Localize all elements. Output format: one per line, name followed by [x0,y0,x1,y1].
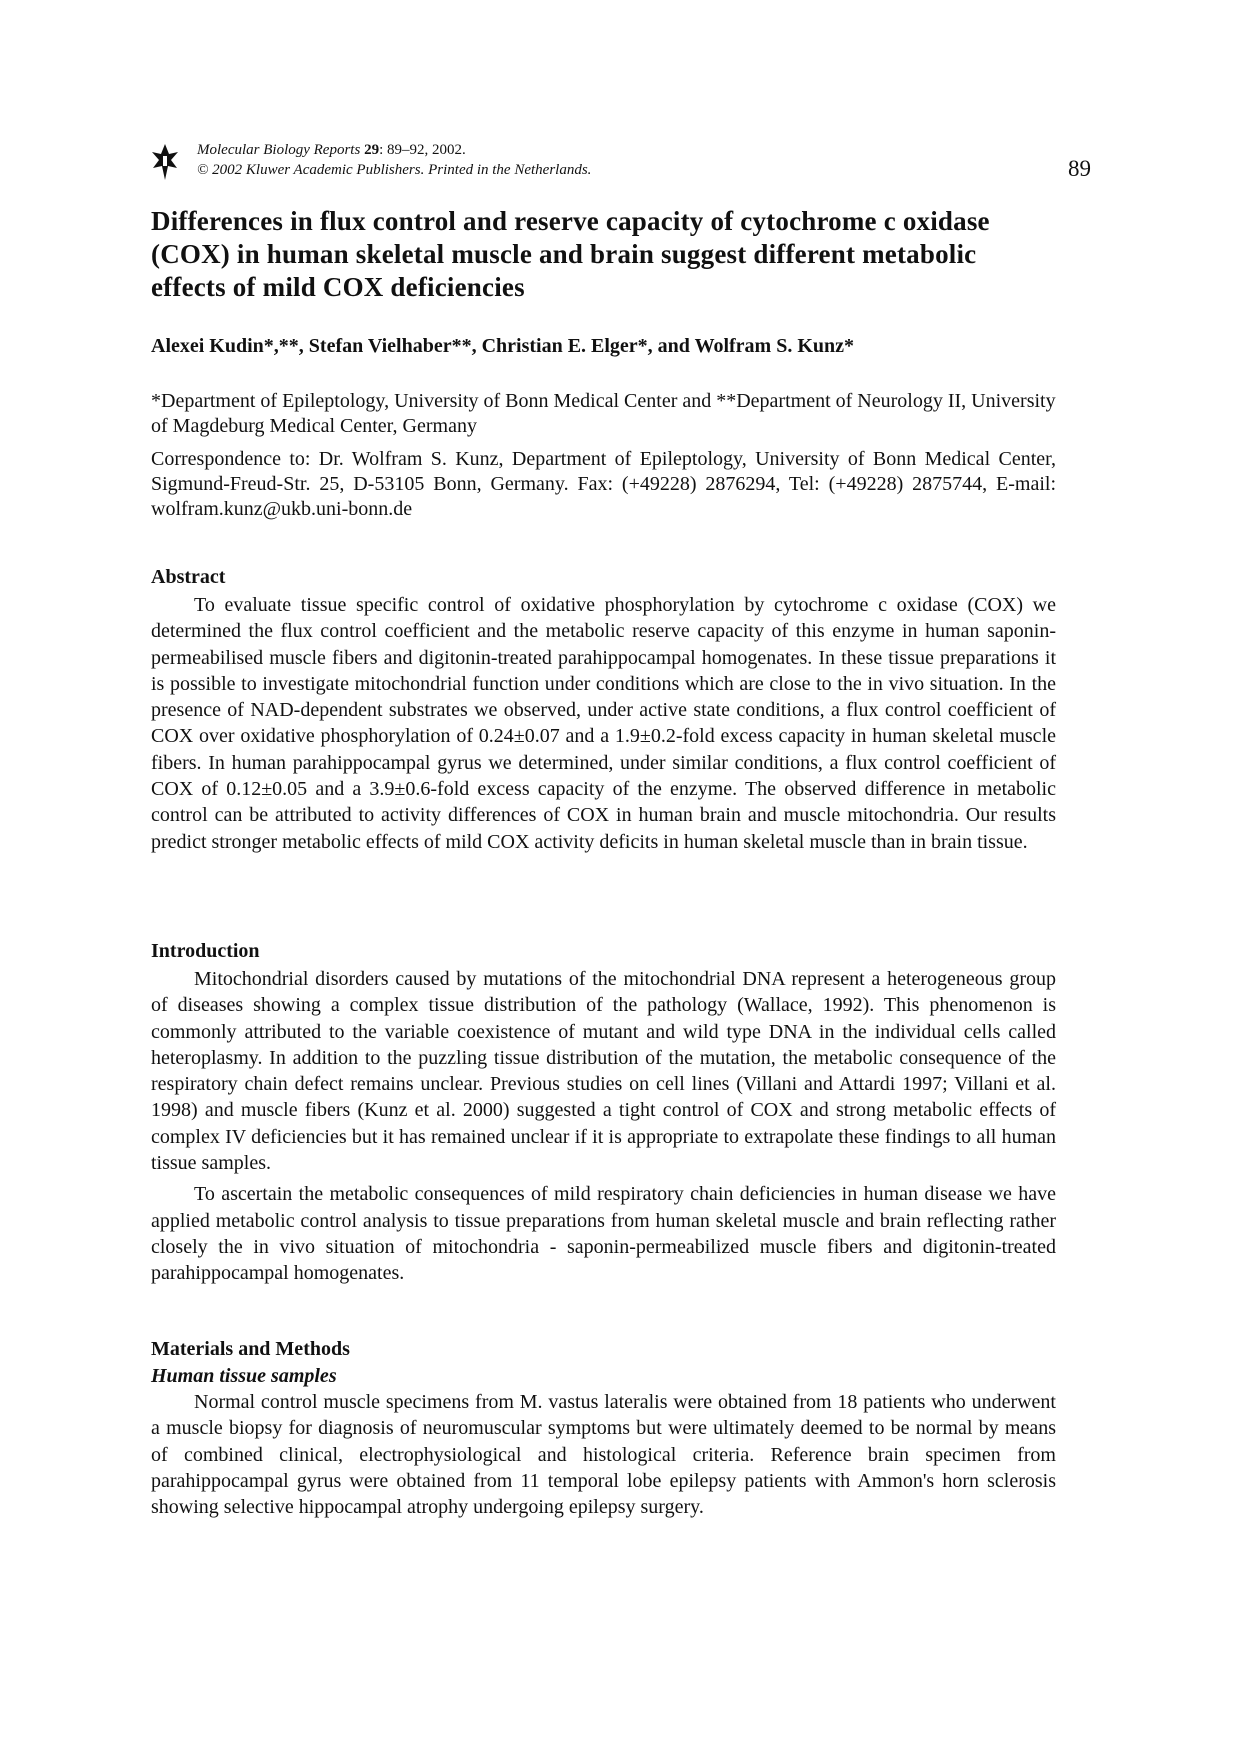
paper-title: Differences in flux control and reserve capacity of cytochrome c oxidase (COX) in human skeletal muscle and brain suggest different metabolic effects of mild COX deficiencies [151,206,990,302]
affiliation: *Department of Epileptology, University of Bonn Medical Center and **Department of Neurology II, University of Magdeburg Medical Center, Germany [151,390,1056,437]
page-header [151,138,1091,188]
publisher-logo-icon [151,142,179,182]
methods-subheading: Human tissue samples [151,1365,337,1387]
journal-citation [197,140,591,180]
journal-pages: : 89–92, 2002. [379,142,466,158]
author-list: Alexei Kudin*,**, Stefan Vielhaber**, Christian E. Elger*, and Wolfram S. Kunz* [151,335,855,357]
page-number: 89 [1068,156,1091,181]
abstract-text: To evaluate tissue specific control of oxidative phosphorylation by cytochrome c oxidase (COX) we determined the flux control coefficient and the metabolic reserve capacity of this enzyme in human saponin-permeabilised muscle fibers and digitonin-treated parahippocampal homogenates. In these tissue preparations it is possible to investigate mitochondrial function under conditions which are close to the in vivo situation. In the presence of NAD-dependent substrates we observed, under active state conditions, a flux control coefficient of COX over oxidative phosphorylation of 0.24±0.07 and a 1.9±0.2-fold excess capacity in human skeletal muscle fibers. In human parahippocampal gyrus we determined, under similar conditions, a flux control coefficient of COX of 0.12±0.05 and a 3.9±0.6-fold excess capacity of the enzyme. The observed difference in metabolic control can be attributed to activity differences of COX in human brain and muscle mitochondria. Our results predict stronger metabolic effects of mild COX activity deficits in human skeletal muscle than in brain tissue. [151,594,1056,853]
printed-in: Printed in the Netherlands. [428,162,592,178]
correspondence: Correspondence to: Dr. Wolfram S. Kunz, Department of Epileptology, University of Bonn Medical Center, Sigmund-Freud-Str. 25, D-53105 Bonn, Germany. Fax: (+49228) 2876294, Tel: (+49228) 2875744, E-mail: wolfram.kunz@ukb.uni-bonn.de [151,448,1056,520]
introduction-paragraph: Mitochondrial disorders caused by mutations of the mitochondrial DNA represent a heterogeneous group of diseases showing a complex tissue distribution of the pathology (Wallace, 1992). This phenomenon is commonly attributed to the variable coexistence of mutant and wild type DNA in the individual cells called heteroplasmy. In addition to the puzzling tissue distribution of the mutation, the metabolic consequence of the respiratory chain defect remains unclear. Previous studies on cell lines (Villani and Attardi 1997; Villani et al. 1998) and muscle fibers (Kunz et al. 2000) suggested a tight control of COX and strong metabolic effects of complex IV deficiencies but it has remained unclear if it is appropriate to extrapolate these findings to all human tissue samples. [151,968,1056,1175]
copyright: © 2002 Kluwer Academic Publishers. [197,162,425,178]
introduction-section [151,939,1056,1287]
methods-section [151,1337,1056,1520]
methods-heading: Materials and Methods [151,1338,350,1360]
journal-volume: 29 [364,142,380,158]
abstract-heading: Abstract [151,566,226,588]
methods-paragraph: Normal control muscle specimens from M. vastus lateralis were obtained from 18 patients who underwent a muscle biopsy for diagnosis of neuromuscular symptoms but were ultimately deemed to be normal by means of combined clinical, electrophysiological and histological criteria. Reference brain specimen from parahippocampal gyrus were obtained from 11 temporal lobe epilepsy patients with Ammon's horn sclerosis showing selective hippocampal atrophy undergoing epilepsy surgery. [151,1391,1056,1519]
abstract-section [151,565,1056,855]
introduction-paragraph: To ascertain the metabolic consequences of mild respiratory chain deficiencies in human disease we have applied metabolic control analysis to tissue preparations from human skeletal muscle and brain reflecting rather closely the in vivo situation of mitochondria - saponin-permeabilized muscle fibers and digitonin-treated parahippocampal homogenates. [151,1183,1056,1285]
introduction-heading: Introduction [151,940,260,962]
journal-name: Molecular Biology Reports [197,142,361,158]
